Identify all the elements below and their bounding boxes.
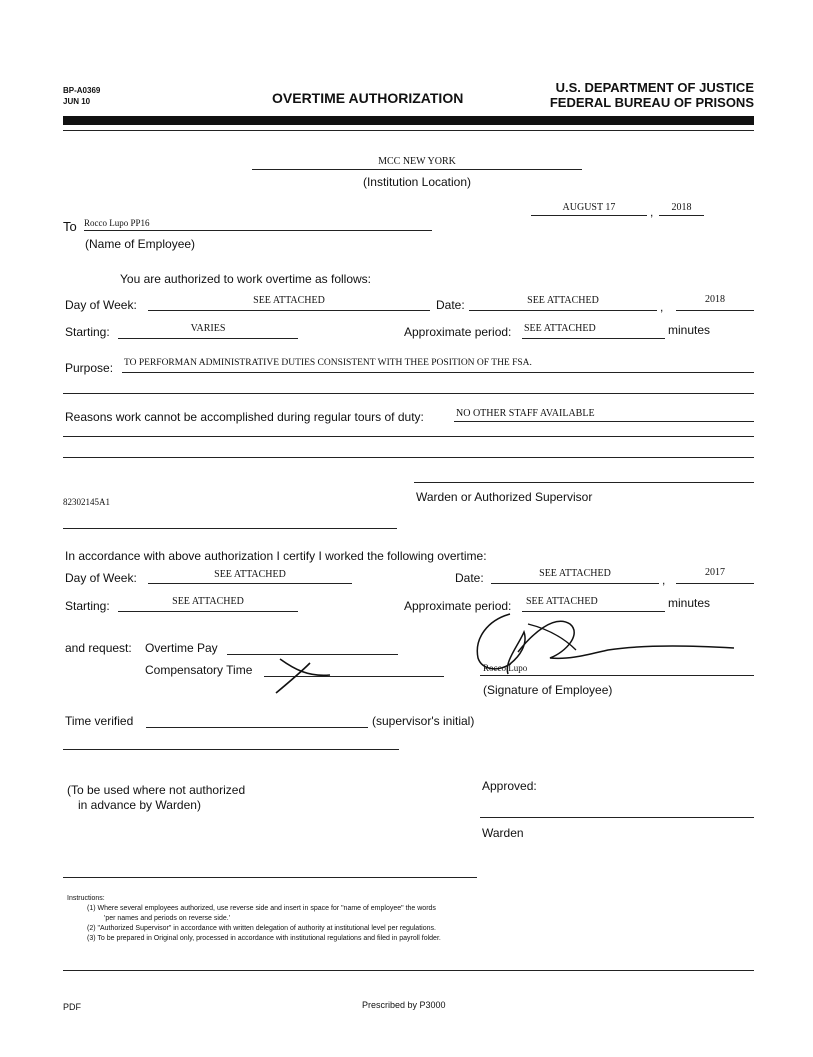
overtime-pay-label: Overtime Pay: [145, 641, 218, 655]
form-date: JUN 10: [63, 97, 91, 106]
auth-date-separator: ,: [650, 205, 654, 219]
id-number: 82302145A1: [63, 497, 110, 507]
institution-label: (Institution Location): [362, 175, 472, 189]
reasons-value: NO OTHER STAFF AVAILABLE: [456, 408, 595, 419]
footer-prescribed-label: Prescribed by P3000: [362, 1000, 446, 1010]
to-label: To: [63, 219, 77, 234]
cert-period-value: SEE ATTACHED: [526, 596, 598, 607]
auth-week-date-separator: ,: [660, 300, 664, 314]
comp-time-label: Compensatory Time: [145, 663, 253, 677]
request-label: and request:: [65, 641, 132, 655]
instructions-bottom-line: [63, 970, 754, 971]
purpose-value: TO PERFORMAN ADMINISTRATIVE DUTIES CONSISTENT WITH THEE POSITION OF THE FSA.: [124, 358, 532, 368]
cert-date-value: SEE ATTACHED: [539, 568, 611, 579]
time-verified-extra-line: [63, 749, 399, 750]
approval-note-line-1: (To be used where not authorized: [67, 783, 246, 797]
employee-name-value: Rocco Lupo PP16: [84, 218, 150, 228]
cert-year-underline: [676, 583, 754, 584]
cert-date-separator: ,: [662, 573, 666, 587]
id-underline: [63, 528, 397, 529]
department-line-1: U.S. DEPARTMENT OF JUSTICE: [555, 80, 754, 95]
auth-week-year-value: 2018: [705, 294, 725, 305]
cert-starting-value: SEE ATTACHED: [172, 596, 244, 607]
auth-week-date-underline: [469, 310, 657, 311]
footer-pdf-label: PDF: [63, 1002, 81, 1012]
institution-underline: [252, 169, 582, 170]
authorization-intro: You are authorized to work overtime as follows:: [120, 272, 372, 286]
cert-period-label: Approximate period:: [404, 599, 512, 613]
auth-starting-value: VARIES: [190, 323, 226, 334]
cert-day-label: Day of Week:: [65, 571, 137, 585]
cert-minutes-label: minutes: [668, 596, 711, 610]
cert-date-underline: [491, 583, 659, 584]
signature-label: (Signature of Employee): [483, 683, 613, 697]
instructions-title: Instructions:: [67, 895, 105, 902]
header-rule: [63, 116, 754, 125]
form-title: OVERTIME AUTHORIZATION: [272, 90, 464, 106]
reasons-extra-line-1: [63, 436, 754, 437]
reasons-extra-line-2: [63, 457, 754, 458]
cert-day-value: SEE ATTACHED: [214, 569, 286, 580]
purpose-label: Purpose:: [65, 361, 114, 375]
purpose-extra-line: [63, 393, 754, 394]
cert-starting-label: Starting:: [65, 599, 110, 613]
auth-day-underline: [148, 310, 430, 311]
auth-period-underline: [522, 338, 665, 339]
instruction-1: (1) Where several employees authorized, use reverse side and insert in space for "name of employee" the words: [87, 905, 436, 912]
instruction-3: (3) To be prepared in Original only, processed in accordance with institutional regulations and filed in payroll folder.: [87, 935, 441, 942]
approval-warden-label: Warden: [482, 826, 524, 840]
auth-week-year-underline: [676, 310, 754, 311]
supervisor-initial-label: (supervisor's initial): [372, 714, 475, 728]
form-number: BP-A0369: [63, 86, 101, 95]
cert-day-underline: [148, 583, 352, 584]
auth-starting-label: Starting:: [65, 325, 110, 339]
reasons-label: Reasons work cannot be accomplished during regular tours of duty:: [65, 410, 424, 424]
warden-label: Warden or Authorized Supervisor: [416, 490, 593, 504]
approved-signature-line: [480, 817, 754, 818]
approval-bottom-line: [63, 877, 477, 878]
overtime-pay-underline: [227, 654, 398, 655]
employee-signature-line: [480, 675, 754, 676]
comp-time-check-mark: [266, 657, 346, 697]
header-thin-rule: [63, 130, 754, 131]
auth-starting-underline: [118, 338, 298, 339]
auth-date-label: Date:: [436, 298, 465, 312]
purpose-underline: [122, 372, 754, 373]
cert-starting-underline: [118, 611, 298, 612]
department-line-2: FEDERAL BUREAU OF PRISONS: [549, 95, 754, 110]
institution-value: MCC NEW YORK: [378, 156, 456, 167]
auth-year-underline: [659, 215, 704, 216]
instruction-2: (2) "Authorized Supervisor" in accordance with written delegation of authority at institutional level per regulations.: [87, 925, 436, 932]
approval-note-line-2: in advance by Warden): [78, 798, 201, 812]
cert-date-label: Date:: [455, 571, 484, 585]
time-verified-label: Time verified: [65, 714, 134, 728]
certification-intro: In accordance with above authorization I certify I worked the following overtime:: [65, 549, 487, 563]
employee-name-label: (Name of Employee): [85, 237, 196, 251]
signature-name-value: Rocco Lupo: [483, 663, 528, 673]
instruction-1-continued: 'per names and periods on reverse side.': [104, 915, 231, 922]
auth-day-label: Day of Week:: [65, 298, 137, 312]
reasons-underline: [454, 421, 754, 422]
cert-year-value: 2017: [705, 567, 725, 578]
employee-name-underline: [84, 230, 432, 231]
auth-day-value: SEE ATTACHED: [253, 295, 325, 306]
auth-date-underline: [531, 215, 647, 216]
employee-signature: [458, 606, 758, 686]
auth-year-value: 2018: [671, 202, 692, 213]
time-verified-underline: [146, 727, 368, 728]
auth-minutes-label: minutes: [668, 323, 711, 337]
auth-week-date-value: SEE ATTACHED: [527, 295, 599, 306]
auth-period-value: SEE ATTACHED: [524, 323, 596, 334]
warden-signature-line: [414, 482, 754, 483]
approved-label: Approved:: [482, 779, 537, 793]
auth-period-label: Approximate period:: [404, 325, 512, 339]
auth-date-value: AUGUST 17: [562, 202, 616, 213]
